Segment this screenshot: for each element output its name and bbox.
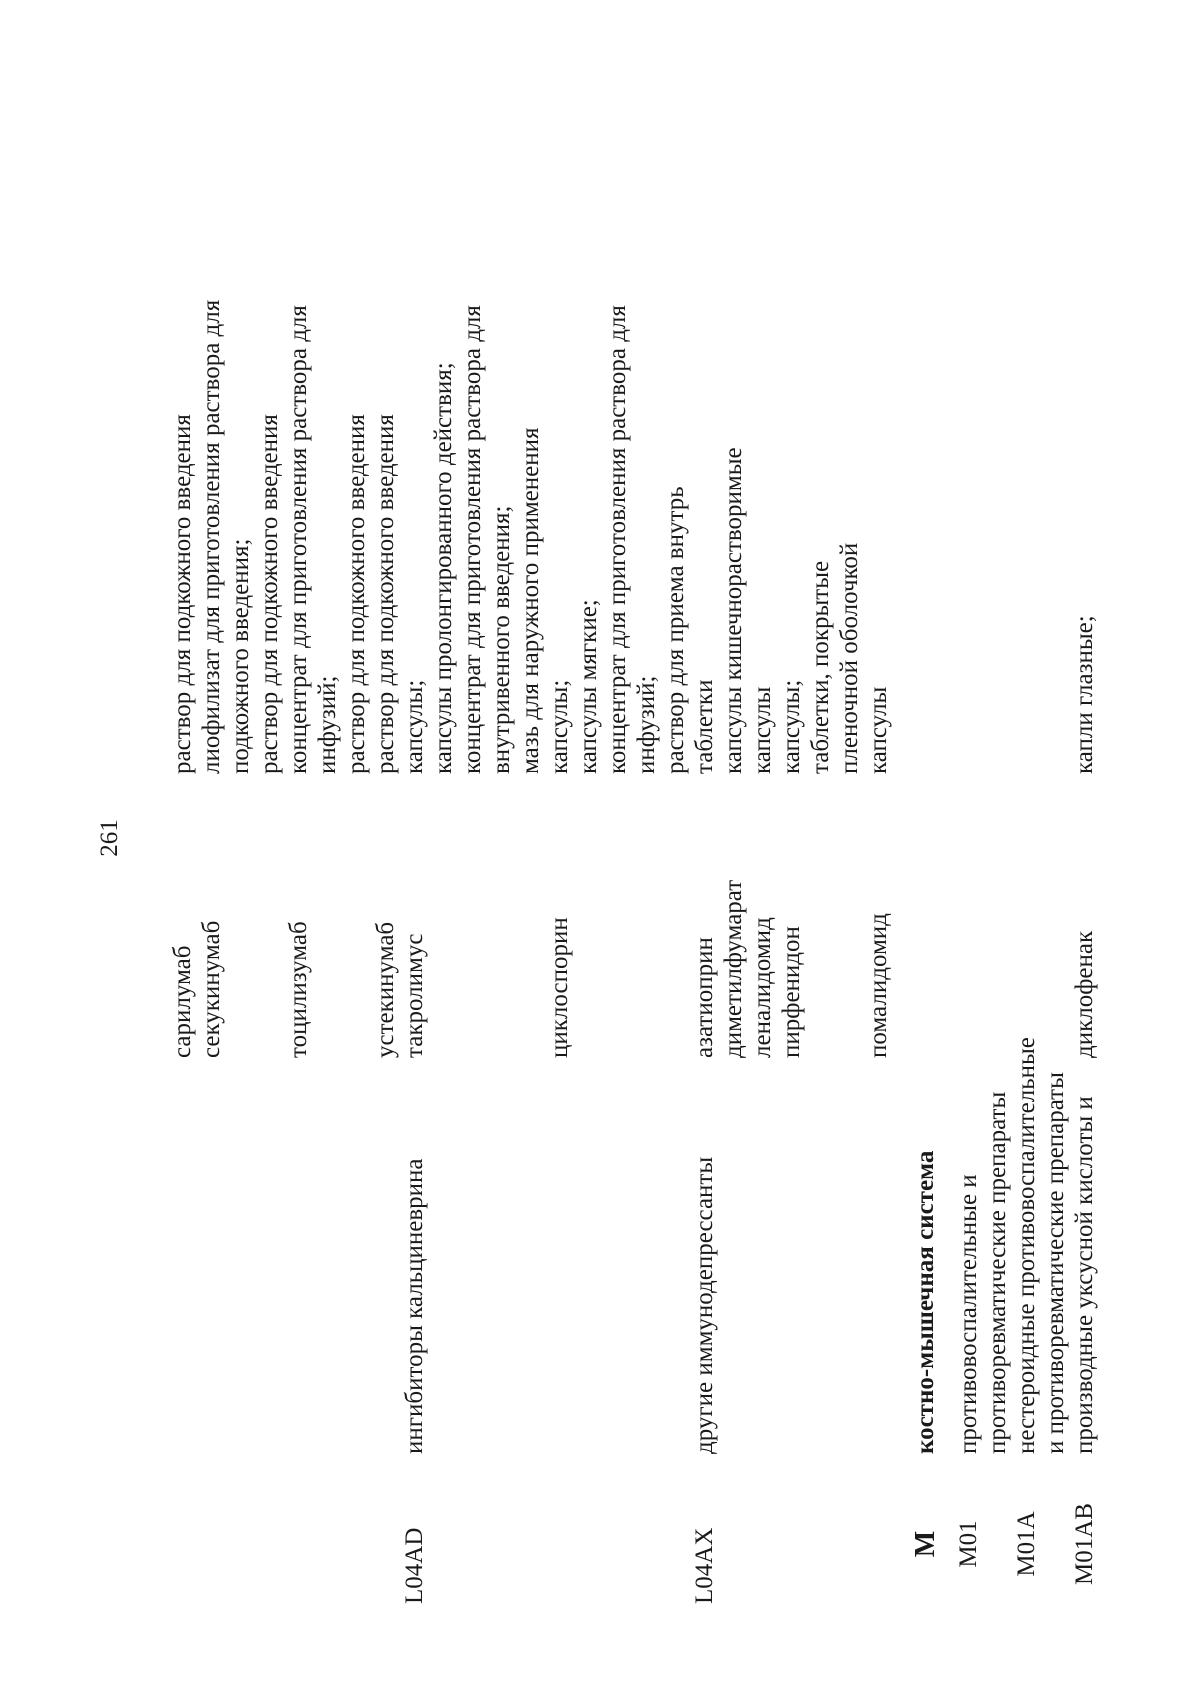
dosage-form: таблетки xyxy=(691,679,718,774)
drug-name: диметилфумарат xyxy=(720,879,747,1058)
table-row xyxy=(1012,44,1070,1604)
dosage-form: пленочной оболочкой xyxy=(836,542,863,774)
atc-code: L04AX xyxy=(691,1527,718,1604)
drug-names xyxy=(545,774,574,1060)
drug-names xyxy=(864,774,893,1060)
table-row xyxy=(719,44,748,1604)
table-row xyxy=(954,44,1012,1604)
group-name: костно-мышечная система xyxy=(912,1150,939,1454)
drug-names xyxy=(197,774,226,1060)
dosage-form: лиофилизат для приготовления раствора для xyxy=(198,299,225,774)
dosage-form: раствор для подкожного введения xyxy=(169,414,196,774)
drug-name: секукинумаб xyxy=(198,920,225,1058)
pharmacological-group xyxy=(954,1060,1012,1454)
pharmacological-group xyxy=(911,1060,940,1454)
atc-code: L04AD xyxy=(401,1527,428,1604)
table-row xyxy=(197,44,284,1604)
table-row xyxy=(168,44,197,1604)
group-name: противовоспалительные и xyxy=(955,1174,982,1454)
table-row xyxy=(1070,44,1099,1604)
dosage-form: концентрат для приготовления раствора для xyxy=(604,305,631,774)
dosage-form: подкожного введения; xyxy=(227,538,254,774)
drug-names xyxy=(371,774,400,1060)
drug-names xyxy=(284,774,313,1060)
dosage-form: капсулы xyxy=(749,686,776,774)
drug-name: циклоспорин xyxy=(546,917,573,1058)
dosage-forms xyxy=(545,54,690,774)
table-row xyxy=(284,44,371,1604)
dosage-forms xyxy=(748,54,777,774)
dosage-forms xyxy=(777,54,864,774)
drug-table xyxy=(168,44,1099,1604)
drug-names xyxy=(748,774,777,1060)
table-row xyxy=(400,44,545,1604)
dosage-form: таблетки, покрытые xyxy=(807,560,834,774)
dosage-form: капсулы; xyxy=(546,679,573,774)
drug-name: леналидомид xyxy=(749,917,776,1058)
dosage-forms xyxy=(284,54,371,774)
table-row xyxy=(371,44,400,1604)
dosage-form: мазь для наружного применения xyxy=(517,427,544,774)
dosage-form: раствор для подкожного введения xyxy=(372,414,399,774)
dosage-forms xyxy=(400,54,545,774)
pharmacological-group xyxy=(690,1060,719,1454)
dosage-form: капли глазные; xyxy=(1071,615,1098,774)
dosage-forms xyxy=(1070,54,1099,774)
dosage-form: инфузий; xyxy=(314,675,341,774)
dosage-form: раствор для подкожного введения xyxy=(343,414,370,774)
drug-names xyxy=(1070,774,1099,1060)
atc-code: M01A xyxy=(1013,1511,1040,1577)
dosage-form: капсулы мягкие; xyxy=(575,599,602,774)
table-row xyxy=(545,44,690,1604)
pharmacological-group xyxy=(1012,1037,1070,1454)
dosage-form: капсулы пролонгированного действия; xyxy=(430,362,457,774)
pharmacological-group xyxy=(400,1060,429,1454)
dosage-form: капсулы; xyxy=(778,679,805,774)
dosage-form: раствор для приема внутрь xyxy=(662,486,689,774)
table-row xyxy=(864,44,893,1604)
pharmacological-group xyxy=(1070,1060,1099,1454)
dosage-form: концентрат для приготовления раствора для xyxy=(459,305,486,774)
dosage-forms xyxy=(197,54,284,774)
drug-name: диклофенак xyxy=(1071,930,1098,1058)
dosage-form: капсулы; xyxy=(401,679,428,774)
dosage-form: внутривенного введения; xyxy=(488,505,515,774)
dosage-form: инфузий; xyxy=(633,675,660,774)
drug-name: тоцилизумаб xyxy=(285,921,312,1058)
drug-name: устекинумаб xyxy=(372,921,399,1058)
dosage-form: раствор для подкожного введения xyxy=(256,414,283,774)
drug-name: помалидомид xyxy=(865,913,892,1058)
dosage-forms xyxy=(371,54,400,774)
page-number: 261 xyxy=(96,819,123,857)
dosage-form: концентрат для приготовления раствора для xyxy=(285,305,312,774)
dosage-form: капсулы xyxy=(865,686,892,774)
drug-name: пирфенидон xyxy=(778,926,805,1058)
dosage-form: капсулы кишечнорастворимые xyxy=(720,447,747,774)
drug-name: азатиоприн xyxy=(691,937,718,1058)
table-row xyxy=(748,44,777,1604)
table-row xyxy=(690,44,719,1604)
drug-names xyxy=(719,774,748,1060)
group-name: другие иммунодепрессанты xyxy=(691,1156,718,1454)
drug-names xyxy=(168,774,197,1060)
atc-code: M xyxy=(910,1530,941,1558)
dosage-forms xyxy=(168,54,197,774)
table-row xyxy=(911,44,940,1604)
group-name: и противоревматические препараты xyxy=(1042,1072,1069,1454)
dosage-forms xyxy=(690,54,719,774)
drug-names xyxy=(777,774,806,1060)
group-name: нестероидные противовоспалительные xyxy=(1013,1037,1040,1454)
group-name: противоревматические препараты xyxy=(984,1091,1011,1454)
group-name: производные уксусной кислоты и xyxy=(1071,1096,1098,1454)
group-name: ингибиторы кальциневрина xyxy=(401,1158,428,1454)
dosage-forms xyxy=(719,54,748,774)
drug-names xyxy=(690,774,719,1060)
drug-name: такролимус xyxy=(401,933,428,1058)
atc-code: M01AB xyxy=(1071,1503,1098,1585)
atc-code: M01 xyxy=(955,1520,982,1568)
dosage-forms xyxy=(864,54,893,774)
drug-name: сарилумаб xyxy=(169,945,196,1058)
drug-names xyxy=(400,774,429,1060)
table-row xyxy=(777,44,864,1604)
